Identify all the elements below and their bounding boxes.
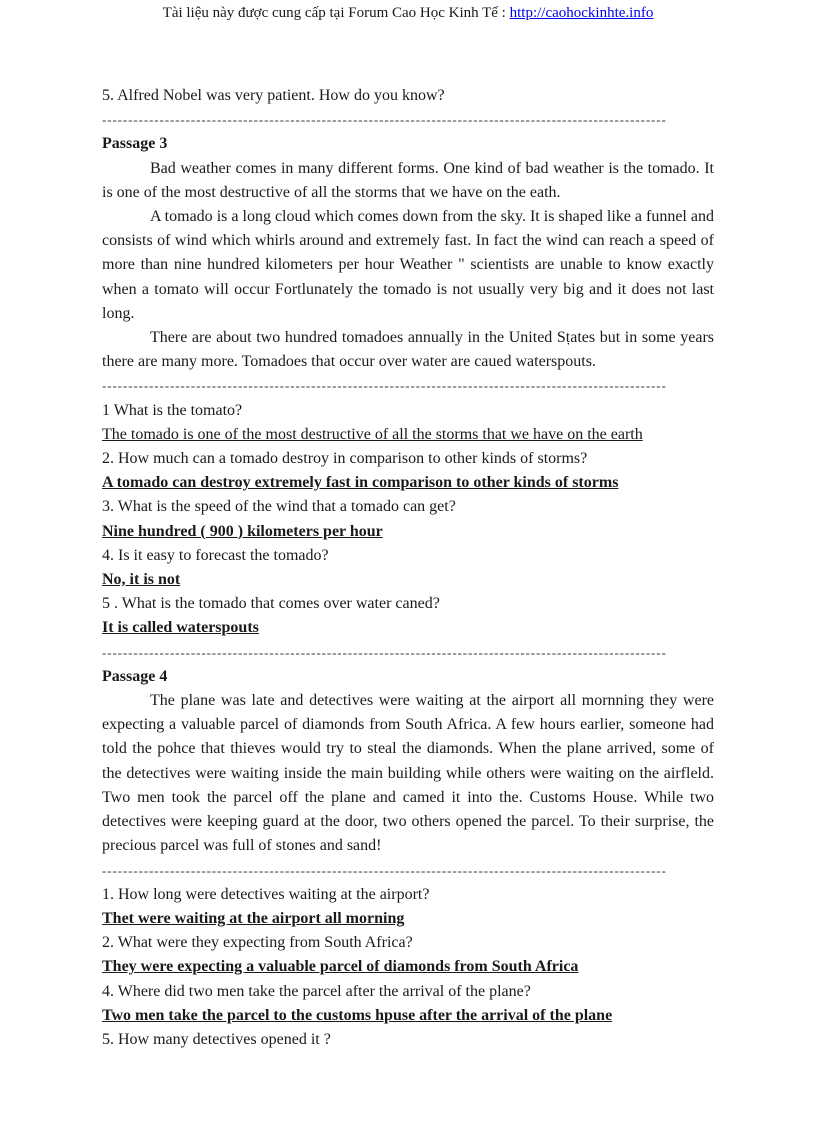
header-link[interactable]: http://caohockinhte.info	[509, 5, 654, 21]
p3-answer-1: The tomado is one of the most destructive of all the storms that we have on the earth	[102, 425, 643, 443]
passage-4-title: Passage 4	[102, 667, 168, 685]
passage-3-paragraph-2: A tomado is a long cloud which comes down from the sky. It is shaped like a funnel and consists of wind which whirls around and extremely fast. In fact the wind can reach a speed of more than nine hundred kilometers per hour Weather " scientists are unable to know exactly when a tomato will occur Fortlunately the tomado is not usually very big and it does not last long.	[102, 208, 714, 322]
p3-question-3: 3. What is the speed of the wind that a tomado can get?	[102, 498, 456, 516]
p4-question-5: 5. How many detectives opened it ?	[102, 1030, 331, 1048]
p4-answer-2: They were expecting a valuable parcel of diamonds from South Africa	[102, 958, 579, 976]
p3-question-1: 1 What is the tomato?	[102, 401, 243, 419]
p4-answer-1: Thet were waiting at the airport all morning	[102, 909, 405, 927]
document-body	[102, 84, 714, 1052]
p3-answer-4: No, it is not	[102, 571, 181, 589]
p3-answer-2: A tomado can destroy extremely fast in comparison to other kinds of storms	[102, 474, 619, 492]
page-header	[0, 4, 816, 22]
p3-question-2: 2. How much can a tomado destroy in comparison to other kinds of storms?	[102, 450, 588, 468]
passage-3-paragraph-1: Bad weather comes in many different forms. One kind of bad weather is the tomado. It is one of the most destructive of all the storms that we have on the eath.	[102, 159, 714, 201]
question-5-prev: 5. Alfred Nobel was very patient. How do you know?	[102, 87, 445, 104]
separator: ------------------------------------------------------------------------------------------------------------	[102, 112, 667, 128]
separator: ------------------------------------------------------------------------------------------------------------	[102, 862, 667, 878]
p4-question-2: 2. What were they expecting from South Africa?	[102, 934, 413, 952]
separator: ------------------------------------------------------------------------------------------------------------	[102, 644, 667, 660]
p4-question-4: 4. Where did two men take the parcel after the arrival of the plane?	[102, 982, 531, 1000]
header-text: Tài liệu này được cung cấp tại Forum Cao Học Kinh Tế :	[162, 5, 510, 21]
p3-answer-3: Nine hundred ( 900 ) kilometers per hour	[102, 522, 383, 540]
passage-4-paragraph: The plane was late and detectives were waiting at the airport all mornning they were expecting a valuable parcel of diamonds from South Africa. A few hours earlier, someone had told the pohce that thieves would try to steal the diamonds. When the plane arrived, some of the detectives were waiting inside the main building while others were waiting on the airfleld. Two men took the parcel off the plane and camed it into the. Customs House. While two detectives were keeping guard at the door, two others opened the parcel. To their surprise, the precious parcel was full of stones and sand!	[102, 692, 714, 855]
p4-answer-4: Two men take the parcel to the customs hpuse after the arrival of the plane	[102, 1006, 613, 1024]
p4-question-1: 1. How long were detectives waiting at the airport?	[102, 885, 430, 903]
p3-question-5: 5 . What is the tomado that comes over water caned?	[102, 595, 440, 613]
p3-question-4: 4. Is it easy to forecast the tomado?	[102, 546, 329, 564]
p3-answer-5: It is called waterspouts	[102, 619, 259, 637]
separator: ------------------------------------------------------------------------------------------------------------	[102, 378, 667, 394]
passage-3-title: Passage 3	[102, 135, 168, 153]
passage-3-paragraph-3: There are about two hundred tomadoes annually in the United Sṭates but in some years there are many more. Tomadoes that occur over water are caued waterspouts.	[102, 329, 714, 371]
